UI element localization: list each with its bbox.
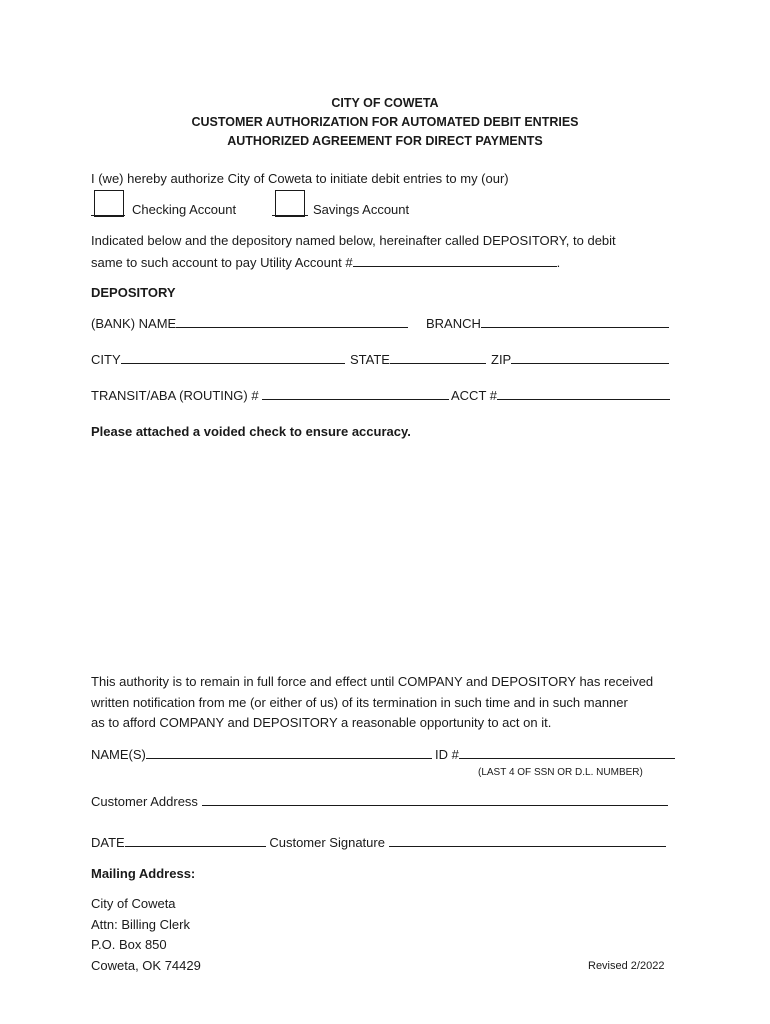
authority-line-3: as to afford COMPANY and DEPOSITORY a reasonable opportunity to act on it. — [91, 715, 552, 730]
signature-field[interactable] — [389, 834, 666, 847]
utility-account-field[interactable] — [353, 254, 557, 267]
savings-checkbox[interactable] — [275, 190, 305, 217]
routing-row — [91, 387, 449, 403]
mailing-line-4: Coweta, OK 74429 — [91, 958, 201, 973]
date-field[interactable] — [125, 834, 266, 847]
indicated-line-2 — [91, 254, 560, 270]
state-field[interactable] — [390, 351, 486, 364]
routing-label: TRANSIT/ABA (ROUTING) # — [91, 388, 259, 403]
state-label: STATE — [350, 352, 390, 367]
authority-line-2: written notification from me (or either of us) of its termination in such time and in such manner — [91, 695, 628, 710]
branch-label: BRANCH — [426, 316, 481, 331]
depository-heading: DEPOSITORY — [91, 285, 176, 300]
bank-name-label: (BANK) NAME — [91, 316, 177, 331]
checking-label: Checking Account — [132, 202, 237, 217]
mailing-heading: Mailing Address: — [91, 866, 196, 881]
checking-underline — [91, 215, 125, 216]
savings-label: Savings Account — [313, 202, 410, 217]
zip-row — [491, 351, 669, 367]
address-row — [91, 793, 668, 809]
mailing-line-3: P.O. Box 850 — [91, 937, 167, 952]
header-title: CUSTOMER AUTHORIZATION FOR AUTOMATED DEBIT ENTRIES — [191, 115, 579, 129]
zip-label: ZIP — [491, 352, 512, 367]
id-row — [435, 746, 675, 762]
savings-underline — [272, 215, 308, 216]
revised-date: Revised 2/2022 — [588, 960, 665, 972]
intro-text: I (we) hereby authorize City of Coweta to initiate debit entries to my (our) — [91, 171, 509, 186]
header-subtitle: AUTHORIZED AGREEMENT FOR DIRECT PAYMENTS — [227, 134, 543, 148]
address-field[interactable] — [202, 793, 668, 806]
branch-field[interactable] — [481, 315, 669, 328]
names-row — [91, 746, 432, 762]
voided-check-note: Please attached a voided check to ensure accuracy. — [91, 424, 411, 439]
bank-name-row — [91, 315, 408, 331]
bank-name-field[interactable] — [176, 315, 408, 328]
city-row — [91, 351, 345, 367]
routing-field[interactable] — [262, 387, 449, 400]
branch-row — [426, 315, 669, 331]
acct-field[interactable] — [497, 387, 670, 400]
id-field[interactable] — [459, 746, 675, 759]
mailing-line-1: City of Coweta — [91, 896, 176, 911]
zip-field[interactable] — [511, 351, 669, 364]
id-note: (LAST 4 OF SSN OR D.L. NUMBER) — [478, 767, 643, 778]
header-city: CITY OF COWETA — [331, 96, 439, 110]
mailing-line-2: Attn: Billing Clerk — [91, 917, 190, 932]
names-field[interactable] — [146, 746, 432, 759]
utility-account-label: same to such account to pay Utility Account # — [91, 255, 353, 270]
date-row — [91, 834, 666, 850]
city-field[interactable] — [121, 351, 345, 364]
indicated-line-1: Indicated below and the depository named below, hereinafter called DEPOSITORY, to debit — [91, 233, 616, 248]
authority-line-1: This authority is to remain in full force and effect until COMPANY and DEPOSITORY has received — [91, 674, 654, 689]
id-label: ID # — [435, 747, 459, 762]
address-label: Customer Address — [91, 794, 198, 809]
acct-row — [451, 387, 670, 403]
period: . — [556, 255, 561, 270]
state-row — [350, 351, 486, 367]
names-label: NAME(S) — [91, 747, 146, 762]
acct-label: ACCT # — [451, 388, 497, 403]
city-label: CITY — [91, 352, 121, 367]
checking-checkbox[interactable] — [94, 190, 124, 217]
date-label: DATE — [91, 835, 125, 850]
signature-label: Customer Signature — [269, 835, 385, 850]
